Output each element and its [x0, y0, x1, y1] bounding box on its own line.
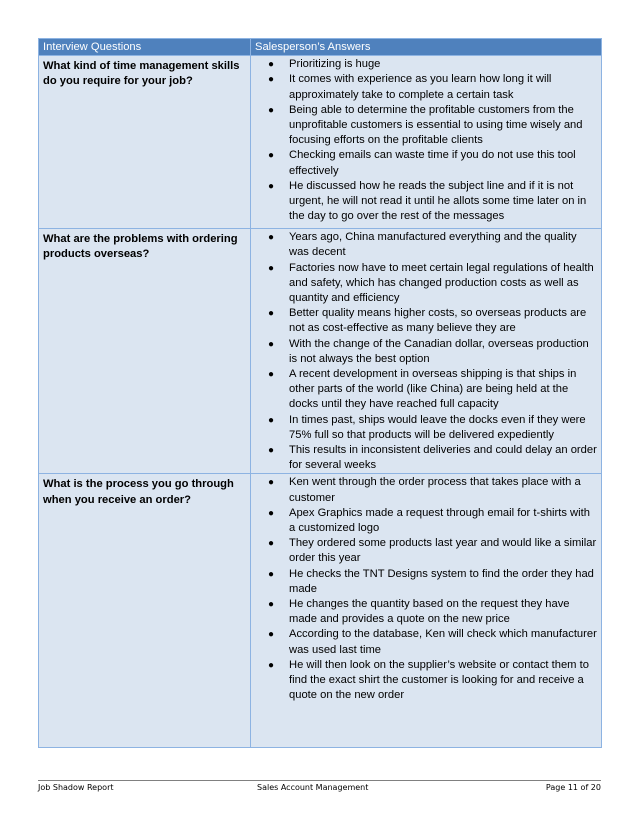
answer-text: Factories now have to meet certain legal regulations of health and safety, which has changed production costs as well as quantity and efficiency	[289, 261, 594, 305]
answer-text: Better quality means higher costs, so overseas products are not as cost-effective as many believe they are	[289, 307, 587, 335]
column-header-answers: Salesperson’s Answers	[251, 39, 602, 56]
list-item	[268, 413, 597, 443]
bullet-icon: ●	[268, 477, 275, 489]
bullet-icon: ●	[268, 262, 275, 274]
answer-cell	[251, 229, 602, 474]
question-cell: What is the process you go through when you receive an order?	[39, 474, 251, 748]
bullet-icon: ●	[268, 180, 275, 192]
list-item	[268, 627, 597, 657]
bullet-icon: ●	[268, 568, 275, 580]
list-item	[268, 658, 597, 704]
footer-report-title: Job Shadow Report	[38, 783, 114, 792]
question-cell: What are the problems with ordering products overseas?	[39, 229, 251, 474]
list-item	[268, 506, 597, 536]
list-item	[268, 103, 597, 149]
bullet-icon: ●	[268, 507, 275, 519]
bullet-icon: ●	[268, 659, 275, 671]
list-item	[268, 148, 597, 178]
bullet-icon: ●	[268, 104, 275, 116]
question-cell: What kind of time management skills do you require for your job?	[39, 56, 251, 229]
column-header-questions: Interview Questions	[39, 39, 251, 56]
list-item	[268, 475, 597, 505]
interview-table	[38, 38, 602, 748]
bullet-icon: ●	[268, 150, 275, 162]
list-item	[268, 230, 597, 260]
answer-text: They ordered some products last year and would like a similar order this year	[289, 537, 597, 565]
bullet-icon: ●	[268, 538, 275, 550]
list-item	[268, 57, 597, 72]
answer-text: In times past, ships would leave the docks even if they were 75% full so that products will be delivered expediently	[289, 413, 586, 441]
bullet-icon: ●	[268, 599, 275, 611]
bullet-icon: ●	[268, 59, 275, 71]
answer-text: Checking emails can waste time if you do not use this tool effectively	[289, 149, 576, 177]
table-row	[39, 474, 602, 748]
list-item	[268, 443, 597, 473]
bullet-icon: ●	[268, 338, 275, 350]
bullet-icon: ●	[268, 369, 275, 381]
footer-section-title: Sales Account Management	[257, 783, 369, 792]
answer-text: He will then look on the supplier’s website or contact them to find the exact shirt the customer is looking for and receive a quote on the new order	[289, 658, 589, 702]
answer-text: It comes with experience as you learn how long it will approximately take to complete a certain task	[289, 73, 552, 101]
answer-text: Prioritizing is huge	[289, 58, 381, 71]
list-item	[268, 567, 597, 597]
answer-text: This results in inconsistent deliveries and could delay an order for several weeks	[289, 444, 597, 472]
list-item	[268, 72, 597, 102]
list-item	[268, 367, 597, 413]
bullet-icon: ●	[268, 629, 275, 641]
answer-text: He checks the TNT Designs system to find the order they had made	[289, 567, 594, 595]
footer-page-number: Page 11 of 20	[545, 783, 601, 792]
answer-text: Ken went through the order process that takes place with a customer	[289, 476, 581, 504]
answer-text: A recent development in overseas shipping is that ships in other parts of the world (like China) are being held at the docks until they have reached full capacity	[289, 368, 577, 411]
list-item	[268, 179, 597, 225]
table-row	[39, 56, 602, 229]
bullet-icon: ●	[268, 232, 275, 244]
answer-text: Being able to determine the profitable customers from the unprofitable customers is essential to using time wisely and focusing efforts on the profitable clients	[289, 103, 583, 147]
list-item	[268, 261, 597, 307]
bullet-icon: ●	[268, 74, 275, 86]
answer-cell	[251, 56, 602, 229]
table-row	[39, 229, 602, 474]
list-item	[268, 337, 597, 367]
answer-text: Apex Graphics made a request through email for t-shirts with a customized logo	[289, 506, 590, 535]
list-item	[268, 306, 597, 336]
list-item	[268, 536, 597, 566]
bullet-icon: ●	[268, 308, 275, 320]
answer-list	[255, 230, 597, 473]
list-item	[268, 597, 597, 627]
bullet-icon: ●	[268, 445, 275, 457]
answer-text: With the change of the Canadian dollar, overseas production is not always the best option	[289, 337, 589, 365]
answer-text: He changes the quantity based on the request they have made and provides a quote on the new price	[289, 598, 570, 626]
answer-cell	[251, 474, 602, 748]
page-footer	[38, 780, 601, 792]
bullet-icon: ●	[268, 414, 275, 426]
answer-list	[255, 475, 597, 703]
answer-list	[255, 57, 597, 224]
answer-text: Years ago, China manufactured everything and the quality was decent	[289, 231, 577, 259]
answer-text: He discussed how he reads the subject line and if it is not urgent, he will not read it until he allots some time later on in the day to go over the rest of the messages	[289, 179, 587, 223]
table-header-row	[39, 39, 602, 56]
answer-text: According to the database, Ken will check which manufacturer was used last time	[289, 628, 597, 656]
